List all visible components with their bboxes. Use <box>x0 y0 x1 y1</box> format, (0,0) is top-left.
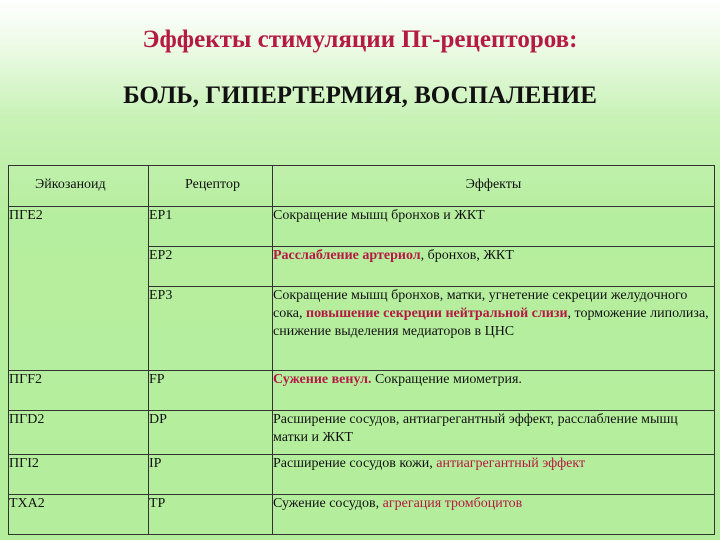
column-header-receptor: Рецептор <box>149 166 273 207</box>
table-row <box>9 247 715 287</box>
eicosanoid-cell: ПГF2 <box>9 371 149 411</box>
effect-text: Расширение сосудов, антиагрегантный эффект, расслабление мышц матки и ЖКТ <box>273 412 678 445</box>
effects-table <box>8 165 715 535</box>
table-row <box>9 287 715 371</box>
effect-text: , бронхов, ЖКТ <box>420 248 514 263</box>
eicosanoid-cell: ПГЕ2 <box>9 207 149 247</box>
effect-cell <box>273 371 715 411</box>
table-row <box>9 371 715 411</box>
receptor-cell: ЕР1 <box>149 207 273 247</box>
effect-text: Сужение венул. <box>273 372 372 387</box>
column-header-effects: Эффекты <box>273 166 715 207</box>
table-header-row <box>9 166 715 207</box>
receptor-cell: TP <box>149 495 273 535</box>
eicosanoid-cell: ПГI2 <box>9 455 149 495</box>
effect-text: Сокращение мышц бронхов, матки, угнетение секреции желудочного сока, <box>273 288 688 321</box>
page-title: Эффекты стимуляции Пг-рецепторов: <box>142 26 578 53</box>
effect-cell <box>273 455 715 495</box>
receptor-cell: ЕР3 <box>149 287 273 371</box>
eicosanoid-cell: ПГD2 <box>9 411 149 455</box>
table-row <box>9 411 715 455</box>
receptor-cell: FP <box>149 371 273 411</box>
receptor-cell: ЕР2 <box>149 247 273 287</box>
table-row <box>9 455 715 495</box>
effect-text: Сужение сосудов, <box>273 496 383 511</box>
effect-cell <box>273 287 715 371</box>
effect-text: агрегация тромбоцитов <box>382 496 523 511</box>
effect-text: антиагрегантный эффект <box>436 456 586 471</box>
receptor-cell: DP <box>149 411 273 455</box>
effect-text: Сокращение мышц бронхов и ЖКТ <box>273 208 485 223</box>
effect-text: Расслабление артериол <box>273 248 421 263</box>
effect-text: Сокращение миометрия. <box>371 372 522 387</box>
effect-cell <box>273 495 715 535</box>
effect-text: повышение секреции нейтральной слизи <box>306 306 568 321</box>
eicosanoid-cell: ТХА2 <box>9 495 149 535</box>
column-header-eicosanoid: Эйкозаноид <box>9 166 149 207</box>
page-subtitle: БОЛЬ, ГИПЕРТЕРМИЯ, ВОСПАЛЕНИЕ <box>123 82 597 109</box>
eicosanoid-cell <box>9 247 149 287</box>
effect-cell <box>273 247 715 287</box>
effect-cell <box>273 207 715 247</box>
effect-cell <box>273 411 715 455</box>
table-row <box>9 495 715 535</box>
table-row <box>9 207 715 247</box>
receptor-cell: IP <box>149 455 273 495</box>
effect-text: Расширение сосудов кожи, <box>273 456 437 471</box>
eicosanoid-cell <box>9 287 149 371</box>
effect-text: , торможение липолиза, снижение выделения медиаторов в ЦНС <box>273 306 709 339</box>
